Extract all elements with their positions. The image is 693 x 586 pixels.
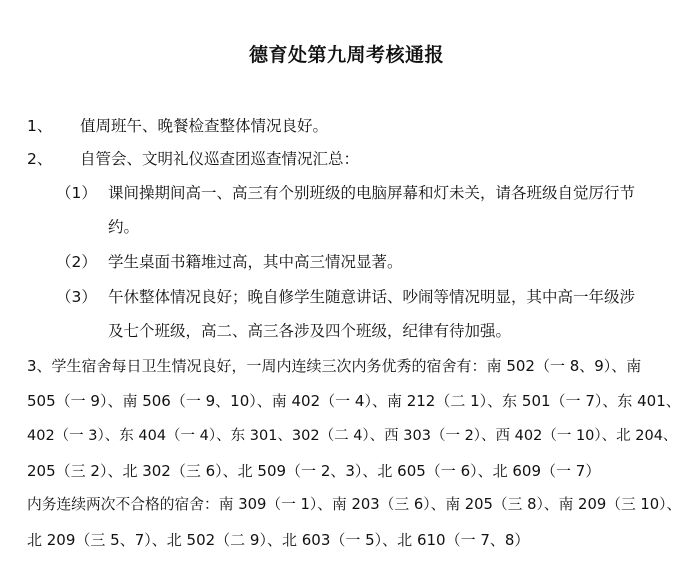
page-title: 德育处第九周考核通报 xyxy=(248,44,444,66)
dorm-line: 内务连续两次不合格的宿舍：南 309（一 1）、南 203（三 6）、南 205（三 8）、南 209（三 10）、 xyxy=(27,496,682,513)
subitem-number: （1） xyxy=(56,184,97,202)
dorm-line: 505（一 9）、南 506（一 9、10）、南 402（一 4）、南 212（二 1）、东 501（一 7）、东 401、 xyxy=(27,392,681,410)
dorm-line: 205（三 2）、北 302（三 6）、北 509（一 2、3）、北 605（一 6）、北 609（一 7） xyxy=(27,462,601,480)
subitem-text: 学生桌面书籍堆过高，其中高三情况显著。 xyxy=(108,253,403,271)
subitem-text: 午休整体情况良好；晚自修学生随意讲话、吵闹等情况明显，其中高一年级涉 xyxy=(108,288,636,306)
subitem-number: （2） xyxy=(56,253,97,271)
item-number: 2、 xyxy=(27,150,53,168)
item-number: 1、 xyxy=(27,117,53,135)
subitem-text: 课间操期间高一、高三有个别班级的电脑屏幕和灯未关，请各班级自觉厉行节 xyxy=(108,184,636,202)
dorm-line: 402（一 3）、东 404（一 4）、东 301、302（二 4）、西 303（一 2）、西 402（一 10）、北 204、 xyxy=(27,428,678,444)
dorm-line: 3、学生宿舍每日卫生情况良好，一周内连续三次内务优秀的宿舍有：南 502（一 8、9）、南 xyxy=(27,357,642,375)
subitem-text: 及七个班级，高二、高三各涉及四个班级，纪律有待加强。 xyxy=(108,322,512,340)
list-item-text: 自管会、文明礼仪巡查团巡查情况汇总： xyxy=(80,150,360,168)
dorm-line: 北 209（三 5、7）、北 502（二 9）、北 603（一 5）、北 610（一 7、8） xyxy=(27,531,530,549)
list-item xyxy=(27,148,52,170)
subitem-number: （3） xyxy=(56,288,97,306)
subitem-text: 约。 xyxy=(108,218,140,236)
list-item-text: 值周班午、晚餐检查整体情况良好。 xyxy=(80,117,329,135)
list-item xyxy=(27,115,52,137)
